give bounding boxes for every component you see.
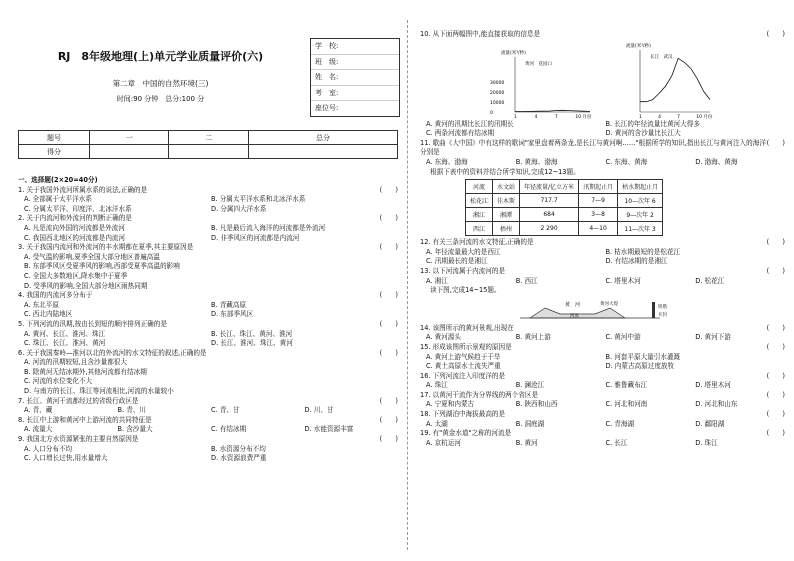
score-cell[interactable] [169,145,248,159]
answer-paren[interactable]: ( ) [379,214,398,223]
option-b[interactable]: B. 长江的年径流量比黄河大得多 [605,119,700,128]
option-a[interactable]: A. 流量大 [24,425,53,434]
question-text: 3. 关于我国内流河和外流河的丰水期都在夏季,其主要原因是 [18,243,194,252]
answer-paren[interactable]: ( ) [766,238,785,247]
option-b[interactable]: B. 澜沧江 [515,381,545,390]
option-a[interactable]: A. 受气温的影响,夏季全国大部分地区普遍高温 [24,252,160,261]
yellow-river-profile [420,296,785,324]
option-a[interactable]: A. 黄河、长江、淮河、珠江 [24,329,106,338]
question-item [18,397,398,416]
option-c[interactable]: C. 塔里木河 [605,276,641,285]
options [18,301,398,320]
station-label: 黄河 花园口 [525,61,552,67]
option-d[interactable]: D. 鄱阳湖 [695,419,725,428]
options [18,330,398,349]
options [18,406,398,416]
question-text: 9. 我国北方水资源紧张的主要自然原因是 [18,435,139,444]
option-a[interactable]: A. 宁夏和内蒙古 [426,400,475,409]
river-cell: 3—8 [579,208,618,222]
option-c[interactable]: C. 青、甘 [211,406,240,415]
option-b[interactable]: B. 黄河上游 [515,333,551,342]
discharge-chart-svg [420,40,785,120]
option-a[interactable]: A. 珠江 [426,381,448,390]
option-c[interactable]: C. 两条河流都有结冰期 [426,129,495,138]
question-item [420,391,785,410]
option-b[interactable]: B. 洞庭湖 [515,419,545,428]
question-text: 8. 长江中上游和黄河中上游河流的共同特征是 [18,415,152,424]
option-b[interactable]: B. 东部季风区受夏季风的影响,西部受夏季高温的影响 [24,262,180,271]
option-b[interactable]: B. 河套平原大量引水灌溉 [605,352,681,361]
option-d[interactable]: D. 东部季风区 [211,310,254,319]
center-fold-line [407,20,408,550]
river-cell: 717.7 [520,194,579,208]
question-item [18,186,398,215]
river-cell: 11—次年 3 [618,222,663,236]
question-item [18,320,398,349]
option-d[interactable]: D. 受季风的影响,全国大部分地区雨热同期 [24,281,148,290]
question-item [420,343,785,372]
option-d[interactable]: D. 内蒙古高原过度放牧 [605,362,675,371]
options [420,353,785,372]
option-d[interactable]: D. 水能资源丰富 [304,425,354,434]
option-a[interactable]: A. 河流的汛期较短,且含沙量都很大 [24,358,127,367]
question-text: 15. 形成该图所示景观的原因是 [420,342,512,351]
answer-paren[interactable]: ( ) [379,319,398,328]
river-cell: 湘江 [466,208,493,222]
options [420,333,785,343]
option-d[interactable]: D. 珠江 [695,438,718,447]
option-c[interactable]: C. 黄土高原水土流失严重 [426,362,501,371]
option-d[interactable]: D. 长江、淮河、珠江、黄河 [211,339,293,348]
options [420,400,785,410]
questions-12-13 [420,238,785,286]
question-item [18,214,398,243]
options [18,358,398,396]
answer-paren[interactable]: ( ) [766,429,785,438]
river-table-header: 枯水期起止月 [618,180,663,194]
option-c[interactable]: C. 西北内陆地区 [24,310,73,319]
option-b[interactable]: B. 凡是最后流入海洋的河流都是外流河 [211,223,326,232]
options [18,253,398,291]
exam-subtitle: 第二章 中国的自然环境(三) [112,79,209,88]
option-a[interactable]: A. 年径流量最大的是西江 [426,247,501,256]
question-text: 18. 下列湖泊中海拔最高的是 [420,410,506,419]
answer-paren[interactable]: ( ) [766,138,785,147]
option-c[interactable]: C. 青海湖 [605,419,635,428]
score-table-header: 总分 [248,131,397,145]
option-a[interactable]: A. 黄河源头 [426,333,461,342]
option-a[interactable]: A. 东北平原 [24,300,59,309]
student-info-box [310,38,400,117]
score-table-header: 一 [90,131,169,145]
question-item [18,435,398,464]
y-axis-title: 流量(米³/秒) [501,50,526,56]
table-row [466,194,663,208]
question-11 [420,139,785,177]
option-a[interactable]: A. 凡是流向外国的河流都是外流河 [24,223,125,232]
options [18,425,398,435]
option-b[interactable]: B. 西江 [515,276,538,285]
option-d[interactable]: D. 水资源浪费严重 [211,454,267,463]
option-c[interactable]: C. 分属太平洋、印度洋、北冰洋水系 [24,204,132,213]
profile-town-label: 开封 [658,312,667,318]
x-tick-label: 10 月份 [696,114,713,120]
discharge-chart [420,40,785,120]
options [420,439,785,449]
option-c[interactable]: C. 汛期最长的是湘江 [426,257,488,266]
question-item [420,410,785,429]
river-cell: 4—10 [579,222,618,236]
option-b[interactable]: B. 含沙量大 [117,425,153,434]
river-profile-svg [420,296,785,324]
question-text: 12. 有关三条河流的水文特征,正确的是 [420,238,534,247]
option-c[interactable]: C. 雅鲁藏布江 [605,381,648,390]
answer-paren[interactable]: ( ) [766,410,785,419]
option-c[interactable]: C. 黄河中游 [605,333,641,342]
score-table [18,130,398,159]
table-row [466,222,663,236]
options [18,195,398,214]
x-tick-label: 10 月份 [575,114,592,120]
river-cell: 684 [520,208,579,222]
option-b[interactable]: B. 水资源分布不均 [211,444,266,453]
question-item [420,267,785,286]
option-c[interactable]: C. 河北和河南 [605,400,648,409]
question-item [420,324,785,343]
river-cell: 佳木斯 [493,194,520,208]
option-b[interactable]: B. 除黄河无结冰期外,其他河流都有结冰期 [24,367,147,376]
river-table-header: 水文站 [493,180,520,194]
question-text: 4. 我国的内流河多分布于 [18,291,93,300]
answer-paren[interactable]: ( ) [379,435,398,444]
name-field[interactable]: 姓 名: [311,70,399,86]
option-a[interactable]: A. 青、藏 [24,406,53,415]
river-cell: 西江 [466,222,493,236]
options [18,224,398,243]
river-cell: 2 290 [520,222,579,236]
question-text: 11. 歌曲《大中国》中有这样的歌词"家里盘着两条龙,是长江与黄河啊……"根据所学的知识,指出长江与黄河注入的海洋分别是 [420,138,766,157]
option-b[interactable]: B. 青藏高原 [211,300,247,309]
options [420,248,785,267]
options [420,420,785,430]
x-tick-label: 1 [639,114,642,120]
exam-time: 时间:90 分钟 总分:100 分 [116,95,205,103]
option-c[interactable]: C. 全国大多数地区,降水集中于夏季 [24,271,128,280]
score-cell[interactable] [248,145,397,159]
answer-paren[interactable]: ( ) [379,243,398,252]
option-d[interactable]: D. 有结冰期的是湘江 [605,257,668,266]
option-c[interactable]: C. 我国西北地区的河流都是内流河 [24,233,126,242]
option-a[interactable]: A. 京杭运河 [426,438,461,447]
y-axis-title: 流量(米³/秒) [626,43,651,49]
right-column [420,30,785,448]
option-d[interactable]: D. 渤海、黄海 [695,157,738,166]
river-cell: 湘潭 [493,208,520,222]
question-item [18,291,398,320]
option-d[interactable]: D. 分属四大洋水系 [211,204,267,213]
option-b[interactable]: B. 陕西和山西 [515,400,558,409]
river-table-header: 河流 [466,180,493,194]
option-c[interactable]: C. 河流的水位变化不大 [24,377,93,386]
options [420,277,785,287]
x-tick-label: 1 [514,114,517,120]
seat-number-field[interactable]: 座位号: [315,104,339,112]
river-cell: 9—次年 2 [618,208,663,222]
series-line-1 [640,58,710,101]
station-label: 长江 武汉 [650,54,673,60]
option-d[interactable]: D. 黄河的含沙量比长江大 [605,129,681,138]
answer-paren[interactable]: ( ) [766,266,785,275]
tower-icon [652,302,655,318]
profile-intro: 读下图,完成14~15题。 [430,286,501,295]
option-a[interactable]: A. 湘江 [426,276,448,285]
option-a[interactable]: A. 全部属于太平洋水系 [24,195,92,204]
answer-paren[interactable]: ( ) [766,390,785,399]
options [18,445,398,464]
option-d[interactable]: D. 松花江 [695,276,725,285]
x-tick-label: 7 [554,114,558,120]
question-text: 7. 长江、黄河干流都经过的省级行政区是 [18,396,139,405]
question-item [420,372,785,391]
score-cell[interactable] [90,145,169,159]
exam-room-field[interactable]: 考 室: [311,86,399,102]
x-tick-label: 7 [677,114,681,120]
profile-bed-label: 河床 [570,313,579,319]
river-cell: 7—9 [579,194,618,208]
score-table-header: 二 [169,131,248,145]
question-text: 6. 关于我国秦岭—淮河以北的外流河的水文特征的叙述,正确的是 [18,348,207,357]
option-d[interactable]: D. 非季风区的河流都是内流河 [211,233,300,242]
answer-paren[interactable]: ( ) [379,396,398,405]
y-tick-label: 20000 [490,90,505,96]
river-data-table [465,179,663,236]
option-d[interactable]: D. 塔里木河 [695,381,731,390]
option-c[interactable]: C. 长江 [605,438,628,447]
school-field[interactable]: 学 校: [311,39,399,55]
answer-paren[interactable]: ( ) [766,371,785,380]
option-c[interactable]: C. 珠江、长江、淮河、黄河 [24,339,106,348]
question-item [18,243,398,291]
option-a[interactable]: A. 东海、渤海 [426,157,468,166]
options [420,381,785,391]
x-tick-label: 4 [658,114,661,120]
profile-levee-label: 黄河大堤 [600,301,618,307]
option-c[interactable]: C. 人口增长过快,用水量增大 [24,454,108,463]
river-table-header: 年径流量/亿立方米 [520,180,579,194]
series-line-0 [515,110,590,111]
question-item [420,429,785,448]
question-10 [420,30,785,139]
option-b[interactable]: B. 分属太平洋水系和北冰洋水系 [211,195,306,204]
answer-paren[interactable]: ( ) [766,323,785,332]
section-title: 一、选择题(2×20=40分) [18,176,98,184]
answer-paren[interactable]: ( ) [379,348,398,357]
question-text: 17. 以黄河干流作为分界线的两个省区是 [420,390,539,399]
option-b[interactable]: B. 黄河 [515,438,538,447]
question-text: 5. 下列河流的汛期,按由长到短的顺序排列正确的是 [18,319,167,328]
river-cell: 10—次年 6 [618,194,663,208]
river-cell: 梧州 [493,222,520,236]
question-text: 19. 有"黄金水道"之称的河流是 [420,429,512,438]
option-b[interactable]: B. 长江、珠江、黄河、淮河 [211,329,293,338]
question-text: 2. 关于内流河和外流河的判断正确的是 [18,214,132,223]
questions-14-19 [420,324,785,449]
question-text: 10. 从下面两幅图中,能直接获取的信息是 [420,30,541,38]
option-c[interactable]: C. 有结冰期 [211,425,247,434]
option-a[interactable]: A. 人口分布不均 [24,444,73,453]
y-tick-label: 30000 [490,80,505,86]
question-text: 14. 该图所示的黄河景观,出现在 [420,323,514,332]
question-text: 13. 以下河流属于内流河的是 [420,266,506,275]
profile-river-label: 黄 河 [565,301,581,308]
score-table-label: 得分 [19,145,90,159]
option-c[interactable]: C. 东海、黄海 [605,157,648,166]
option-b[interactable]: B. 枯水期最短的是松花江 [605,247,681,256]
river-cell: 松花江 [466,194,493,208]
option-d[interactable]: D. 河北和山东 [695,400,738,409]
option-a[interactable]: A. 太湖 [426,419,448,428]
y-tick-label: 0 [490,110,493,116]
answer-paren[interactable]: ( ) [766,342,785,351]
exam-title: RJ 8年级地理(上)单元学业质量评价(六) [57,50,264,63]
question-item [18,416,398,435]
option-a[interactable]: A. 黄河的汛期比长江的汛期长 [426,119,514,128]
question-item [420,238,785,267]
option-d[interactable]: D. 川、甘 [304,406,334,415]
table-row [466,208,663,222]
option-b[interactable]: B. 青、川 [117,406,146,415]
score-table-header: 题号 [19,131,90,145]
answer-paren[interactable]: ( ) [379,291,398,300]
answer-paren[interactable]: ( ) [766,30,785,38]
section-one [18,176,398,464]
option-d[interactable]: D. 与南方的长江、珠江等河流相比,河流的水量较小 [24,387,174,396]
option-a[interactable]: A. 黄河上游气候趋于干旱 [426,352,501,361]
question-text: 16. 下列河流注入印度洋的是 [420,371,506,380]
answer-paren[interactable]: ( ) [379,415,398,424]
class-field[interactable]: 班 级: [311,55,399,71]
option-b[interactable]: B. 黄海、渤海 [515,157,558,166]
answer-paren[interactable]: ( ) [379,185,398,194]
river-table-header: 汛期起止月 [579,180,618,194]
table-intro: 根据下表中的资料并结合所学知识,完成12~13题。 [430,167,580,176]
question-item [18,349,398,397]
y-tick-label: 10000 [490,100,505,106]
x-tick-label: 4 [534,114,538,120]
option-d[interactable]: D. 黄河下游 [695,333,731,342]
profile-tower-label: 铁塔 [658,304,667,310]
question-text: 1. 关于我国外流河所属水系的说法,正确的是 [18,185,148,194]
